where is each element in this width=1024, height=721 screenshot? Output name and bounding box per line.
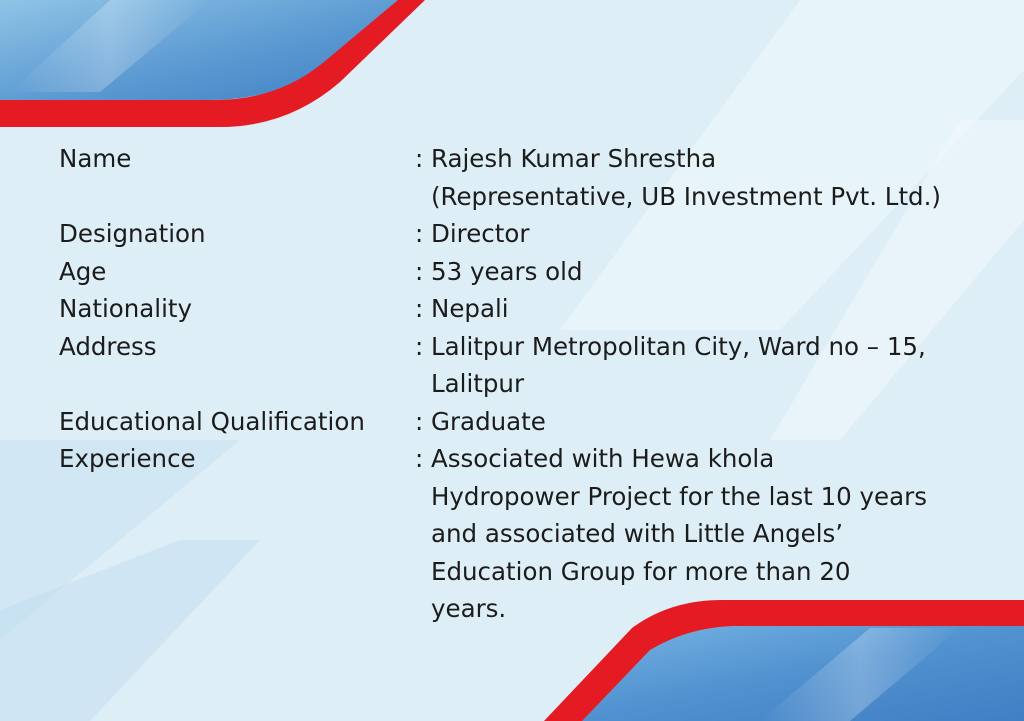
name-value-line: Rajesh Kumar Shrestha xyxy=(431,144,717,173)
designation-value xyxy=(431,215,999,253)
profile-row-experience xyxy=(59,440,999,628)
address-label: Address xyxy=(59,331,157,361)
age-value-line: 53 years old xyxy=(431,256,583,286)
age-label: Age xyxy=(59,256,107,286)
experience-separator: : xyxy=(415,444,424,473)
experience-value-line: and associated with Little Angels’ xyxy=(431,519,844,548)
nationality-value xyxy=(431,290,999,328)
education-value-line: Graduate xyxy=(431,406,546,436)
name-separator: : xyxy=(415,144,424,173)
education-separator: : xyxy=(415,406,424,436)
education-value xyxy=(431,403,999,441)
profile-row-designation xyxy=(59,215,999,253)
age-value xyxy=(431,253,999,291)
profile-row-nationality xyxy=(59,290,999,328)
nationality-separator: : xyxy=(415,294,424,323)
age-separator: : xyxy=(415,256,424,286)
experience-value xyxy=(431,440,999,628)
address-separator: : xyxy=(415,331,424,361)
experience-value-line: Associated with Hewa khola xyxy=(431,444,775,473)
nationality-value-line: Nepali xyxy=(431,294,509,323)
experience-value-line: years. xyxy=(431,594,507,623)
experience-value-line: Education Group for more than 20 xyxy=(431,556,851,586)
profile-row-name xyxy=(59,140,999,215)
representative-value-line: (Representative, UB Investment Pvt. Ltd.) xyxy=(431,181,941,211)
designation-separator: : xyxy=(415,219,424,248)
director-profile xyxy=(59,140,999,628)
address-value xyxy=(431,328,999,403)
profile-row-address xyxy=(59,328,999,403)
designation-label: Designation xyxy=(59,219,206,248)
experience-label: Experience xyxy=(59,444,196,473)
nationality-label: Nationality xyxy=(59,294,193,323)
name-label: Name xyxy=(59,144,132,173)
designation-value-line: Director xyxy=(431,219,530,248)
address-value-line: Lalitpur xyxy=(431,369,525,398)
profile-row-education xyxy=(59,403,999,441)
profile-row-age xyxy=(59,253,999,291)
address-value-line: Lalitpur Metropolitan City, Ward no – 15, xyxy=(431,331,926,361)
name-value xyxy=(431,140,999,215)
experience-value-line: Hydropower Project for the last 10 years xyxy=(431,481,927,511)
education-label: Educational Qualification xyxy=(59,406,365,436)
